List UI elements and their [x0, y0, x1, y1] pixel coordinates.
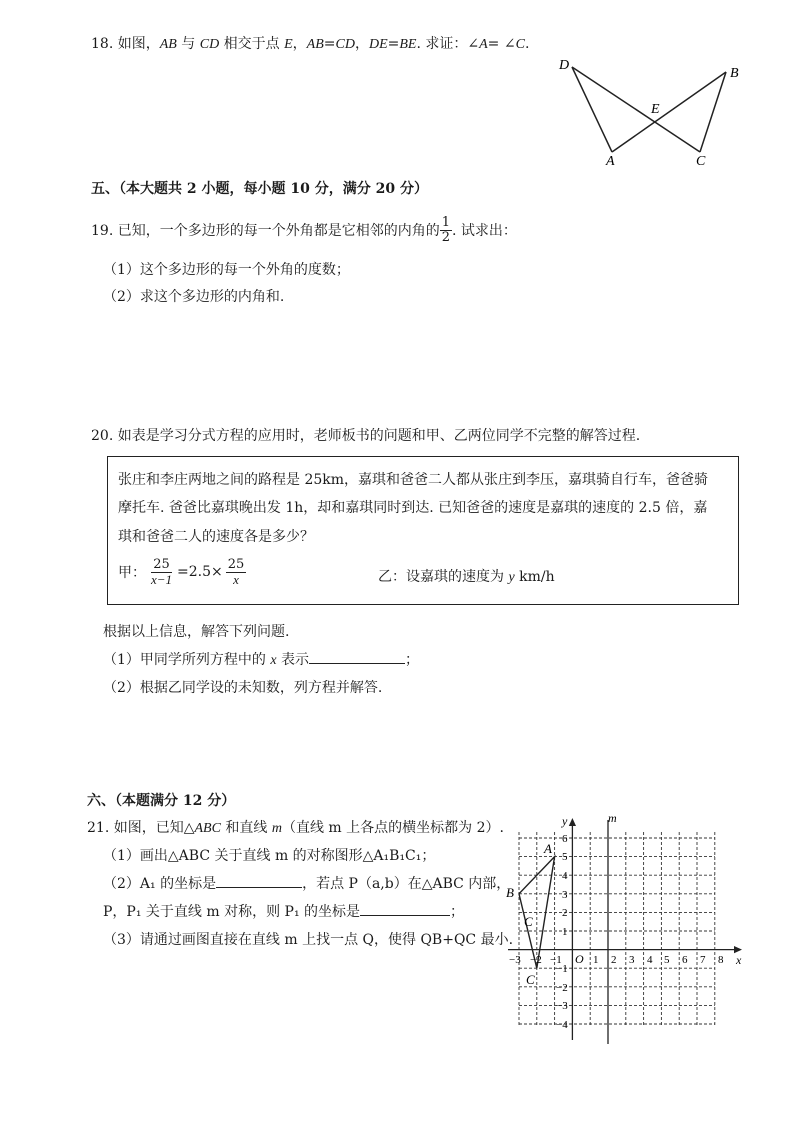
segment-b-c	[700, 72, 726, 152]
x-tick: 6	[682, 954, 688, 966]
y-tick: 6	[562, 833, 568, 845]
q21-part-1: （1）画出△ABC 关于直线 m 的对称图形△A₁B₁C₁；	[103, 848, 436, 864]
q18-number: 18.	[91, 36, 114, 52]
x-tick: 4	[647, 954, 653, 966]
q20-intro: 20. 如表是学习分式方程的应用时，老师板书的问题和甲、乙两位同学不完整的解答过程.	[91, 428, 641, 444]
q20-answer-blank[interactable]	[309, 649, 405, 664]
q21-coordinate-grid	[500, 808, 750, 1048]
q20-part-1: （1）甲同学所列方程中的 x 表示 ；	[103, 649, 419, 669]
q21-stem: 21. 如图，已知△ABC 和直线 m（直线 m 上各点的横坐标都为 2）.	[87, 820, 504, 836]
q20-part-2: （2）根据乙同学设的未知数，列方程并解答.	[103, 680, 383, 696]
q19-part-1: （1）这个多边形的每一个外角的度数；	[103, 262, 350, 278]
label-e: E	[651, 102, 660, 117]
q20-box-line-1: 张庄和李庄两地之间的路程是 25km，嘉琪和爸爸二人都从张庄到李压，嘉琪骑自行车，爸爸骑	[118, 472, 709, 488]
q20-jia-equation: 甲： $\frac{25}{x-1}$ =2.5× $\frac{25}{x}$	[118, 557, 245, 587]
inner-c-label: C	[524, 914, 533, 929]
label-d: D	[559, 58, 570, 73]
origin-label: O	[575, 952, 584, 966]
q20-yi-statement: 乙：设嘉琪的速度为 y km/h	[378, 569, 555, 585]
section-5-title: 五、（本大题共 2 小题，每小题 10 分，满分 20 分）	[91, 181, 428, 197]
segment-a-b	[612, 72, 726, 152]
x-tick: 3	[629, 954, 635, 966]
x-tick: 1	[593, 954, 599, 966]
y-tick: −1	[556, 963, 568, 975]
x-tick: 7	[700, 954, 706, 966]
label-a: A	[606, 154, 615, 169]
x-tick: −3	[509, 954, 521, 966]
jia-fraction-2: $\frac{25}{x}$	[227, 557, 245, 587]
x-tick: −2	[530, 954, 542, 966]
y-tick-labels	[556, 833, 568, 1031]
q19-stem: 19. 已知，一个多边形的每一个外角都是它相邻的内角的 $\frac{1}{2}$ . 试求出：	[91, 215, 517, 245]
q21-a1-blank[interactable]	[216, 873, 302, 888]
q21-part-3: （3）请通过画图直接在直线 m 上找一点 Q，使得 QB+QC 最小.	[103, 932, 514, 948]
x-tick-labels	[509, 954, 724, 966]
label-b: B	[730, 66, 739, 81]
y-axis-arrow-icon	[569, 818, 576, 826]
label-c: C	[696, 154, 706, 169]
q20-box-line-3: 琪和爸爸二人的速度各是多少？	[118, 529, 314, 545]
q21-p1-blank[interactable]	[360, 901, 450, 916]
axis-label-x: x	[736, 953, 742, 967]
q21-part-2: （2）A₁ 的坐标是 ，若点 P（a,b）在△ABC 内部，	[103, 873, 510, 893]
y-tick: 5	[562, 851, 568, 863]
q19-fraction: $\frac{1}{2}$	[441, 215, 450, 245]
y-tick: −4	[556, 1019, 568, 1031]
point-c-label: C	[526, 972, 535, 987]
x-tick: 5	[664, 954, 670, 966]
q18-text: 18. 如图，AB 与 CD 相交于点 E，AB=CD，DE=BE. 求证：∠A= ∠C.	[91, 36, 530, 52]
point-b-label: B	[506, 885, 514, 900]
section-6-title: 六、（本题满分 12 分）	[87, 793, 236, 809]
q20-after: 根据以上信息，解答下列问题.	[103, 624, 290, 640]
y-tick: −2	[556, 982, 568, 994]
x-tick: −1	[550, 954, 562, 966]
q20-box-line-2: 摩托车. 爸爸比嘉琪晚出发 1h，却和嘉琪同时到达. 已知爸爸的速度是嘉琪的速度的 2.5 倍，嘉	[118, 500, 708, 516]
y-tick: 4	[562, 870, 568, 882]
q19-part-2: （2）求这个多边形的内角和.	[103, 289, 285, 305]
x-tick: 2	[611, 954, 617, 966]
x-tick: 8	[718, 954, 724, 966]
point-a-label: A	[544, 841, 552, 856]
y-tick: 1	[562, 926, 568, 938]
y-tick: 2	[562, 907, 568, 919]
y-tick: 3	[562, 889, 568, 901]
y-tick: −3	[556, 1000, 568, 1012]
grid-lines	[519, 832, 715, 1026]
q21-part-2b: P，P₁ 关于直线 m 对称，则 P₁ 的坐标是 ；	[103, 901, 464, 921]
axis-label-y: y	[562, 814, 568, 828]
q18-figure	[550, 55, 750, 170]
line-m-label: m	[608, 811, 617, 825]
jia-fraction-1: $\frac{25}{x-1}$	[151, 557, 173, 587]
